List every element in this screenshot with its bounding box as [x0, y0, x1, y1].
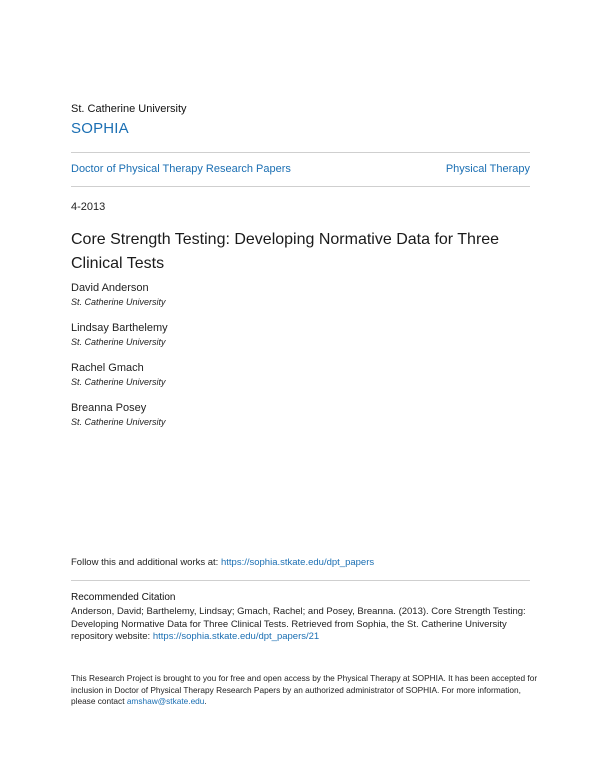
author-affiliation: St. Catherine University — [71, 297, 166, 307]
collection-link[interactable]: Physical Therapy — [445, 163, 530, 175]
divider-top — [71, 152, 530, 153]
citation-body: Anderson, David; Barthelemy, Lindsay; Gmach, Rachel; and Posey, Breanna. (2013). Core Strength Testing: Developing Normative Data for Three Clinical Tests. Retrieved from Sophia, the St. Catherine University repository website: — [71, 606, 526, 642]
citation-text — [71, 606, 541, 644]
series-link[interactable]: Doctor of Physical Therapy Research Papers — [71, 163, 291, 175]
author-item — [71, 322, 168, 348]
divider-nav — [71, 186, 530, 187]
contact-email-link[interactable]: amshaw@stkate.edu — [126, 696, 205, 706]
follow-url-link[interactable]: https://sophia.stkate.edu/dpt_papers — [220, 557, 375, 568]
author-item — [71, 362, 168, 388]
access-notice — [71, 673, 541, 708]
author-item — [71, 402, 168, 428]
follow-line — [71, 557, 374, 568]
author-name: Lindsay Barthelemy — [71, 322, 168, 334]
author-name: Breanna Posey — [71, 402, 147, 414]
author-name: David Anderson — [71, 282, 149, 294]
publication-date: 4-2013 — [71, 201, 106, 213]
notice-body: This Research Project is brought to you for free and open access by the Physical Therapy at SOPHIA. It has been accepted for inclusion in Doctor of Physical Therapy Research Papers by an authorized administrator of SOPHIA. For more information, please contact — [71, 673, 538, 706]
paper-title: Core Strength Testing: Developing Normative Data for Three Clinical Tests — [71, 231, 500, 272]
author-affiliation: St. Catherine University — [71, 337, 166, 347]
notice-end: . — [204, 696, 207, 706]
repository-link[interactable]: SOPHIA — [71, 120, 129, 137]
author-list — [71, 282, 168, 442]
citation-url-link[interactable]: https://sophia.stkate.edu/dpt_papers/21 — [152, 631, 320, 642]
author-item — [71, 282, 168, 308]
follow-text: Follow this and additional works at: — [71, 557, 221, 568]
citation-heading: Recommended Citation — [71, 592, 176, 603]
divider-citation — [71, 580, 530, 581]
author-affiliation: St. Catherine University — [71, 417, 166, 427]
author-affiliation: St. Catherine University — [71, 377, 166, 387]
university-name: St. Catherine University — [71, 103, 187, 115]
author-name: Rachel Gmach — [71, 362, 144, 374]
